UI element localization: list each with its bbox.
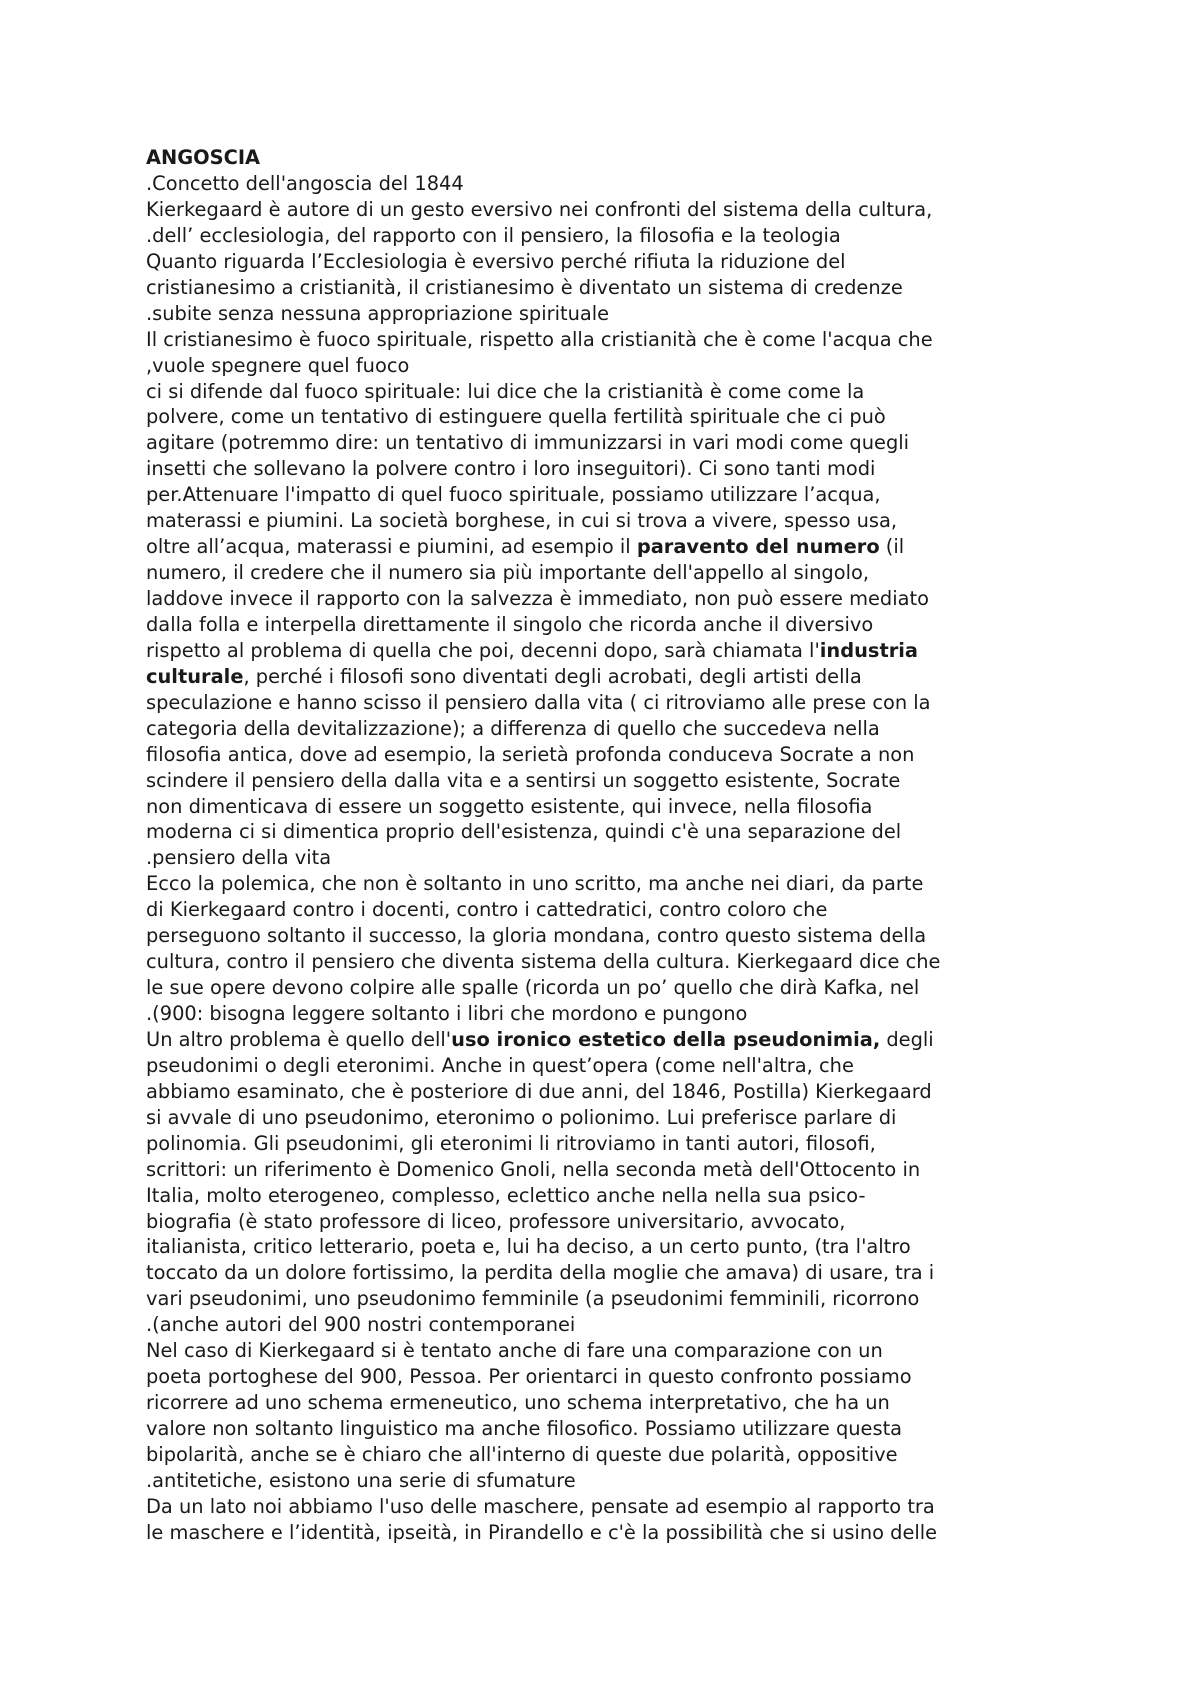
text-line (146, 404, 1096, 430)
text-run: insetti che sollevano la polvere contro i loro inseguitori). Ci sono tanti modi (146, 457, 876, 481)
text-line (146, 1442, 1096, 1468)
text-run: polinomia. Gli pseudonimi, gli eteronimi li ritroviamo in tanti autori, filosofi, (146, 1131, 876, 1155)
text-run: (il (879, 535, 905, 559)
bold-phrase: culturale (146, 664, 244, 688)
text-line (146, 612, 1096, 638)
text-line (146, 1131, 1096, 1157)
text-run: abbiamo esaminato, che è posteriore di due anni, del 1846, Postilla) Kierkegaard (146, 1079, 932, 1103)
text-line (146, 1468, 1096, 1494)
text-line (146, 1053, 1096, 1079)
text-run: ricorrere ad uno schema ermeneutico, uno schema interpretativo, che ha un (146, 1391, 890, 1415)
text-run: Da un lato noi abbiamo l'uso delle maschere, pensate ad esempio al rapporto tra (146, 1494, 935, 1518)
text-line (146, 638, 1096, 664)
text-line (146, 690, 1096, 716)
text-line (146, 897, 1096, 923)
text-run: .dell’ ecclesiologia, del rapporto con il pensiero, la filosofia e la teologia (146, 223, 841, 247)
text-line (146, 1183, 1096, 1209)
text-line (146, 1338, 1096, 1364)
text-run: materassi e piumini. La società borghese, in cui si trova a vivere, spesso usa, (146, 509, 898, 533)
text-line (146, 456, 1096, 482)
text-line (146, 1286, 1096, 1312)
text-run: numero, il credere che il numero sia più importante dell'appello al singolo, (146, 561, 869, 585)
text-line (146, 1209, 1096, 1235)
text-run: .subite senza nessuna appropriazione spirituale (146, 301, 610, 325)
document-body (146, 145, 1096, 1546)
text-line (146, 949, 1096, 975)
text-run: filosofia antica, dove ad esempio, la serietà profonda conduceva Socrate a non (146, 742, 915, 766)
text-line (146, 1260, 1096, 1286)
document-title: ANGOSCIA (146, 146, 261, 169)
text-line (146, 560, 1096, 586)
text-line (146, 327, 1096, 353)
text-line (146, 794, 1096, 820)
text-run: .pensiero della vita (146, 846, 332, 870)
text-line (146, 1105, 1096, 1131)
text-line (146, 1416, 1096, 1442)
text-line (146, 923, 1096, 949)
text-run: Kierkegaard è autore di un gesto eversivo nei confronti del sistema della cultura, (146, 197, 933, 221)
text-line (146, 819, 1096, 845)
text-run: Ecco la polemica, che non è soltanto in uno scritto, ma anche nei diari, da parte (146, 872, 924, 896)
text-line (146, 742, 1096, 768)
text-line (146, 379, 1096, 405)
document-lines (146, 171, 1096, 1546)
text-run: le maschere e l’identità, ipseità, in Pirandello e c'è la possibilità che si usino delle (146, 1520, 938, 1544)
text-line (146, 871, 1096, 897)
text-run: ,vuole spegnere quel fuoco (146, 353, 410, 377)
text-run: vari pseudonimi, uno pseudonimo femminile (a pseudonimi femminili, ricorrono (146, 1287, 920, 1311)
text-run: Italia, molto eterogeneo, complesso, eclettico anche nella nella sua psico- (146, 1183, 866, 1207)
text-run: cristianesimo a cristianità, il cristianesimo è diventato un sistema di credenze (146, 275, 903, 299)
bold-phrase: uso ironico estetico della pseudonimia, (451, 1027, 881, 1051)
text-run: degli (880, 1027, 934, 1051)
text-run: oltre all’acqua, materassi e piumini, ad esempio il (146, 535, 637, 559)
text-run: Il cristianesimo è fuoco spirituale, rispetto alla cristianità che è come l'acqua che (146, 327, 933, 351)
text-run: .(900: bisogna leggere soltanto i libri che mordono e pungono (146, 1002, 748, 1025)
text-line (146, 664, 1096, 690)
text-line (146, 845, 1096, 871)
text-run: agitare (potremmo dire: un tentativo di immunizzarsi in vari modi come quegli (146, 431, 910, 455)
text-line (146, 171, 1096, 197)
text-line (146, 1312, 1096, 1338)
text-run: Nel caso di Kierkegaard si è tentato anche di fare una comparazione con un (146, 1339, 883, 1363)
text-line (146, 975, 1096, 1001)
text-run: ci si difende dal fuoco spirituale: lui dice che la cristianità è come come la (146, 379, 865, 403)
text-line (146, 508, 1096, 534)
text-line (146, 716, 1096, 742)
text-run: .Concetto dell'angoscia del 1844 (146, 172, 464, 195)
text-line (146, 430, 1096, 456)
text-line (146, 1364, 1096, 1390)
text-run: perseguono soltanto il successo, la gloria mondana, contro questo sistema della (146, 924, 927, 948)
text-run: bipolarità, anche se è chiaro che all'interno di queste due polarità, oppositive (146, 1442, 898, 1466)
text-run: valore non soltanto linguistico ma anche filosofico. Possiamo utilizzare questa (146, 1417, 903, 1440)
text-run: .(anche autori del 900 nostri contemporanei (146, 1313, 576, 1337)
text-run: di Kierkegaard contro i docenti, contro i cattedratici, contro coloro che (146, 898, 828, 922)
text-line (146, 482, 1096, 508)
text-line (146, 1157, 1096, 1183)
text-run: italianista, critico letterario, poeta e, lui ha deciso, a un certo punto, (tra l'altro (146, 1235, 911, 1259)
text-run: poeta portoghese del 900, Pessoa. Per orientarci in questo confronto possiamo (146, 1365, 912, 1389)
text-run: , perché i filosofi sono diventati degli acrobati, degli artisti della (243, 664, 862, 688)
text-run: cultura, contro il pensiero che diventa sistema della cultura. Kierkegaard dice che (146, 950, 941, 974)
text-run: dalla folla e interpella direttamente il singolo che ricorda anche il diversivo (146, 612, 874, 636)
text-line (146, 768, 1096, 794)
bold-phrase: industria (819, 638, 919, 662)
text-line (146, 1001, 1096, 1027)
text-line (146, 1494, 1096, 1520)
text-line (146, 586, 1096, 612)
text-line (146, 1079, 1096, 1105)
text-line (146, 1234, 1096, 1260)
text-run: biografia (è stato professore di liceo, professore universitario, avvocato, (146, 1209, 846, 1233)
text-run: si avvale di uno pseudonimo, eteronimo o polionimo. Lui preferisce parlare di (146, 1105, 897, 1129)
text-run: scindere il pensiero della dalla vita e a sentirsi un soggetto esistente, Socrate (146, 768, 901, 792)
text-run: categoria della devitalizzazione); a differenza di quello che succedeva nella (146, 716, 880, 740)
text-line (146, 249, 1096, 275)
text-run: moderna ci si dimentica proprio dell'esistenza, quindi c'è una separazione del (146, 820, 902, 844)
text-run: pseudonimi o degli eteronimi. Anche in quest’opera (come nell'altra, che (146, 1053, 854, 1077)
text-run: rispetto al problema di quella che poi, decenni dopo, sarà chiamata l' (146, 638, 820, 662)
text-line (146, 197, 1096, 223)
text-run: per.Attenuare l'impatto di quel fuoco spirituale, possiamo utilizzare l’acqua, (146, 483, 881, 507)
text-run: .antitetiche, esistono una serie di sfumature (146, 1468, 576, 1492)
text-line (146, 1520, 1096, 1546)
text-line (146, 1027, 1096, 1053)
text-line (146, 301, 1096, 327)
text-run: speculazione e hanno scisso il pensiero dalla vita ( ci ritroviamo alle prese con la (146, 690, 931, 714)
text-line (146, 353, 1096, 379)
bold-phrase: paravento del numero (636, 535, 880, 559)
text-run: le sue opere devono colpire alle spalle (ricorda un po’ quello che dirà Kafka, nel (146, 976, 920, 1000)
text-run: Un altro problema è quello dell' (146, 1027, 452, 1051)
text-line (146, 223, 1096, 249)
text-run: toccato da un dolore fortissimo, la perdita della moglie che amava) di usare, tra i (146, 1261, 935, 1285)
text-line (146, 534, 1096, 560)
text-run: non dimenticava di essere un soggetto esistente, qui invece, nella filosofia (146, 794, 873, 818)
text-run: laddove invece il rapporto con la salvezza è immediato, non può essere mediato (146, 587, 929, 610)
text-line (146, 275, 1096, 301)
text-run: scrittori: un riferimento è Domenico Gnoli, nella seconda metà dell'Ottocento in (146, 1157, 921, 1181)
text-line (146, 1390, 1096, 1416)
text-run: Quanto riguarda l’Ecclesiologia è eversivo perché rifiuta la riduzione del (146, 249, 846, 273)
text-run: polvere, come un tentativo di estinguere quella fertilità spirituale che ci può (146, 405, 886, 429)
